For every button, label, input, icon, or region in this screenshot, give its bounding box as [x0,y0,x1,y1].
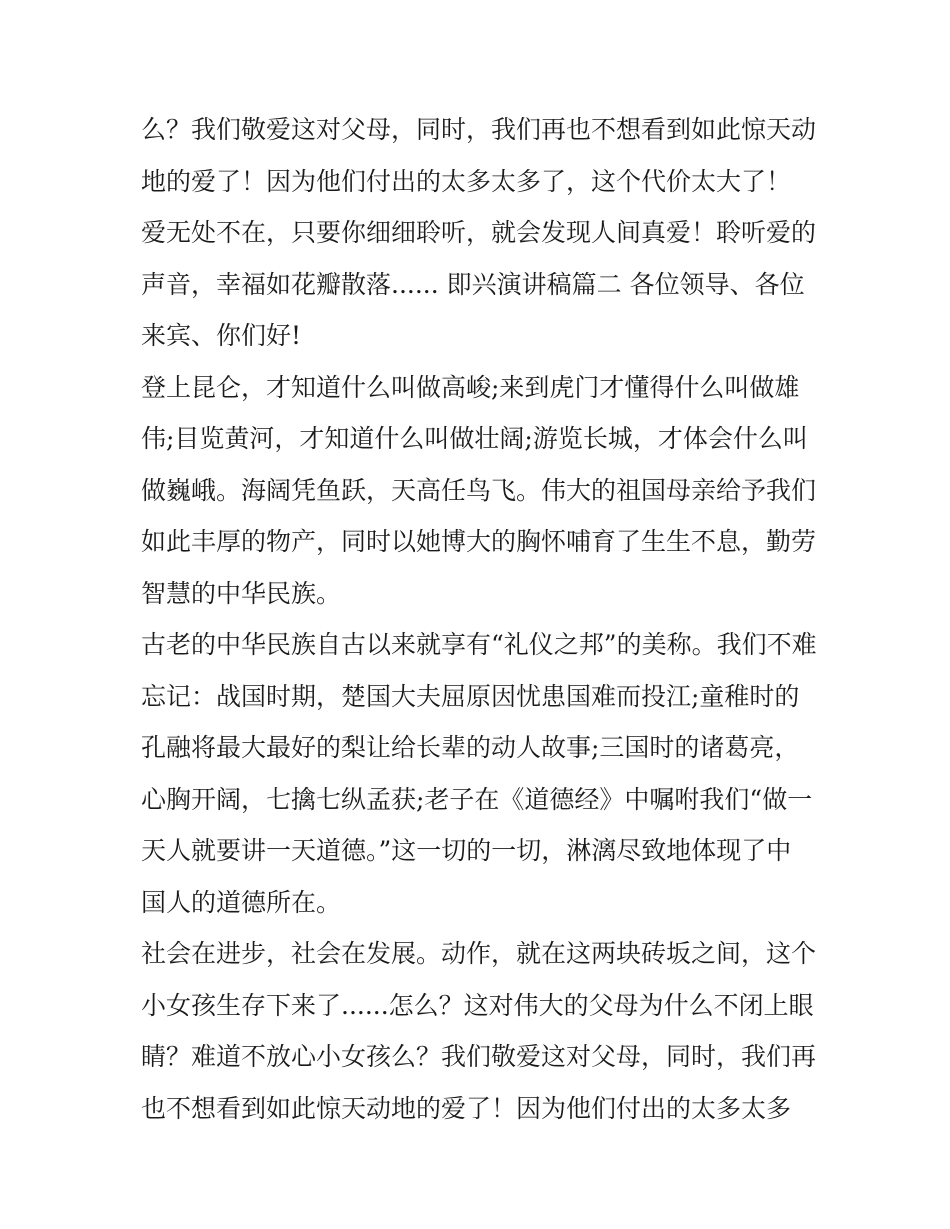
text-line: 如此丰厚的物产，同时以她博大的胸怀哺育了生生不息，勤劳 [141,527,817,556]
text-line: 心胸开阔，七擒七纵孟获;老子在《道德经》中嘱咐我们“做一 [141,784,813,814]
text-line: 睛？难道不放心小女孩么？我们敬爱这对父母，同时，我们再 [141,1042,817,1071]
text-line: 么？我们敬爱这对父母，同时，我们再也不想看到如此惊天动 [141,115,817,144]
text-line: 孔融将最大最好的梨让给长辈的动人故事;三国时的诸葛亮， [141,733,800,762]
text-line: 做巍峨。海阔凭鱼跃，天高任鸟飞。伟大的祖国母亲给予我们 [141,475,817,505]
text-line: 声音，幸福如花瓣散落...... 即兴演讲稿篇二 各位领导、各位 [141,269,805,299]
text-line: 国人的道德所在。 [141,887,342,917]
text-line: 地的爱了！因为他们付出的太多太多了，这个代价太大了！ [141,166,792,196]
text-line: 登上昆仑，才知道什么叫做高峻;来到虎门才懂得什么叫做雄 [141,372,800,402]
body-text [141,104,821,1134]
text-line: 社会在进步，社会在发展。动作，就在这两块砖坂之间，这个 [141,939,817,968]
text-line: 忘记：战国时期，楚国大夫屈原因忧患国难而投江;童稚时的 [141,681,800,711]
text-line: 天人就要讲一天道德。”这一切的一切，淋漓尽致地体现了中 [141,836,792,865]
text-line: 爱无处不在，只要你细细聆听，就会发现人间真爱！聆听爱的 [141,218,817,247]
text-line: 古老的中华民族自古以来就享有“礼仪之邦”的美称。我们不难 [141,630,817,659]
text-line: 伟;目览黄河，才知道什么叫做壮阔;游览长城，才体会什么叫 [141,424,808,453]
text-line: 也不想看到如此惊天动地的爱了！因为他们付出的太多太多 [141,1093,792,1123]
text-line: 小女孩生存下来了......怎么？这对伟大的父母为什么不闭上眼 [141,990,814,1020]
text-line: 来宾、你们好! [141,321,302,350]
text-line: 智慧的中华民族。 [141,578,342,608]
